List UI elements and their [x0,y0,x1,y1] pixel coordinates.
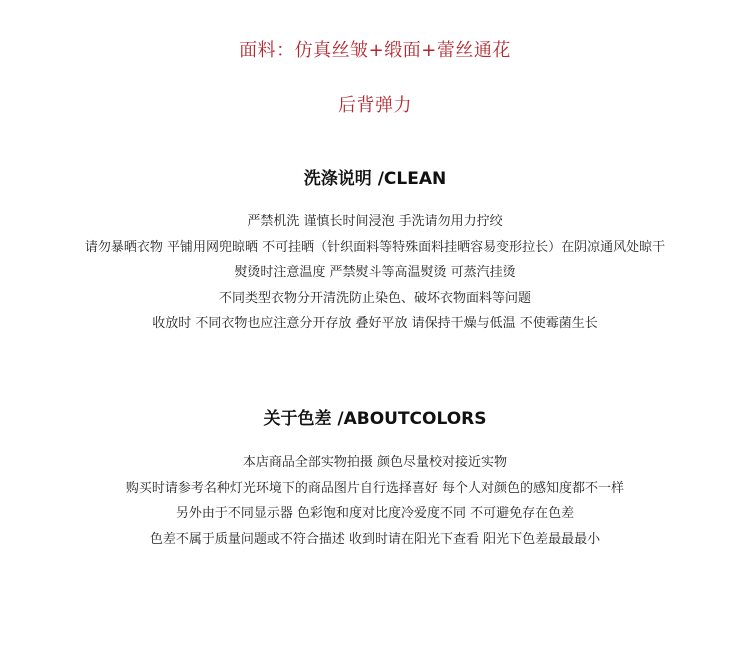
washing-line: 不同类型衣物分开清洗防止染色、破坏衣物面料等问题 [218,291,531,306]
colors-line: 色差不属于质量问题或不符合描述 收到时请在阳光下查看 阳光下色差最最最小 [149,532,601,547]
washing-heading: 洗涤说明 /CLEAN [303,169,447,189]
washing-line: 请勿暴晒衣物 平铺用网兜晾晒 不可挂晒（针织面料等特殊面料挂晒容易变形拉长）在阴凉通风处晾干 [84,240,666,255]
colors-line: 本店商品全部实物拍摄 颜色尽量校对接近实物 [242,455,508,470]
colors-heading: 关于色差 /ABOUTCOLORS [263,409,487,429]
colors-line: 购买时请参考名种灯光环境下的商品图片自行选择喜好 每个人对颜色的感知度都不一样 [125,481,625,496]
washing-line: 熨烫时注意温度 严禁熨斗等高温熨烫 可蒸汽挂烫 [234,265,516,280]
back-elastic-line: 后背弹力 [338,95,412,116]
colors-line: 另外由于不同显示器 色彩饱和度对比度冷爱度不同 不可避免存在色差 [175,506,575,521]
fabric-line: 面料：仿真丝皱+缎面+蕾丝通花 [239,40,511,61]
washing-line: 严禁机洗 谨慎长时间浸泡 手洗请勿用力拧绞 [247,214,503,229]
washing-line: 收放时 不同衣物也应注意分开存放 叠好平放 请保持干燥与低温 不使霉菌生长 [152,316,598,331]
